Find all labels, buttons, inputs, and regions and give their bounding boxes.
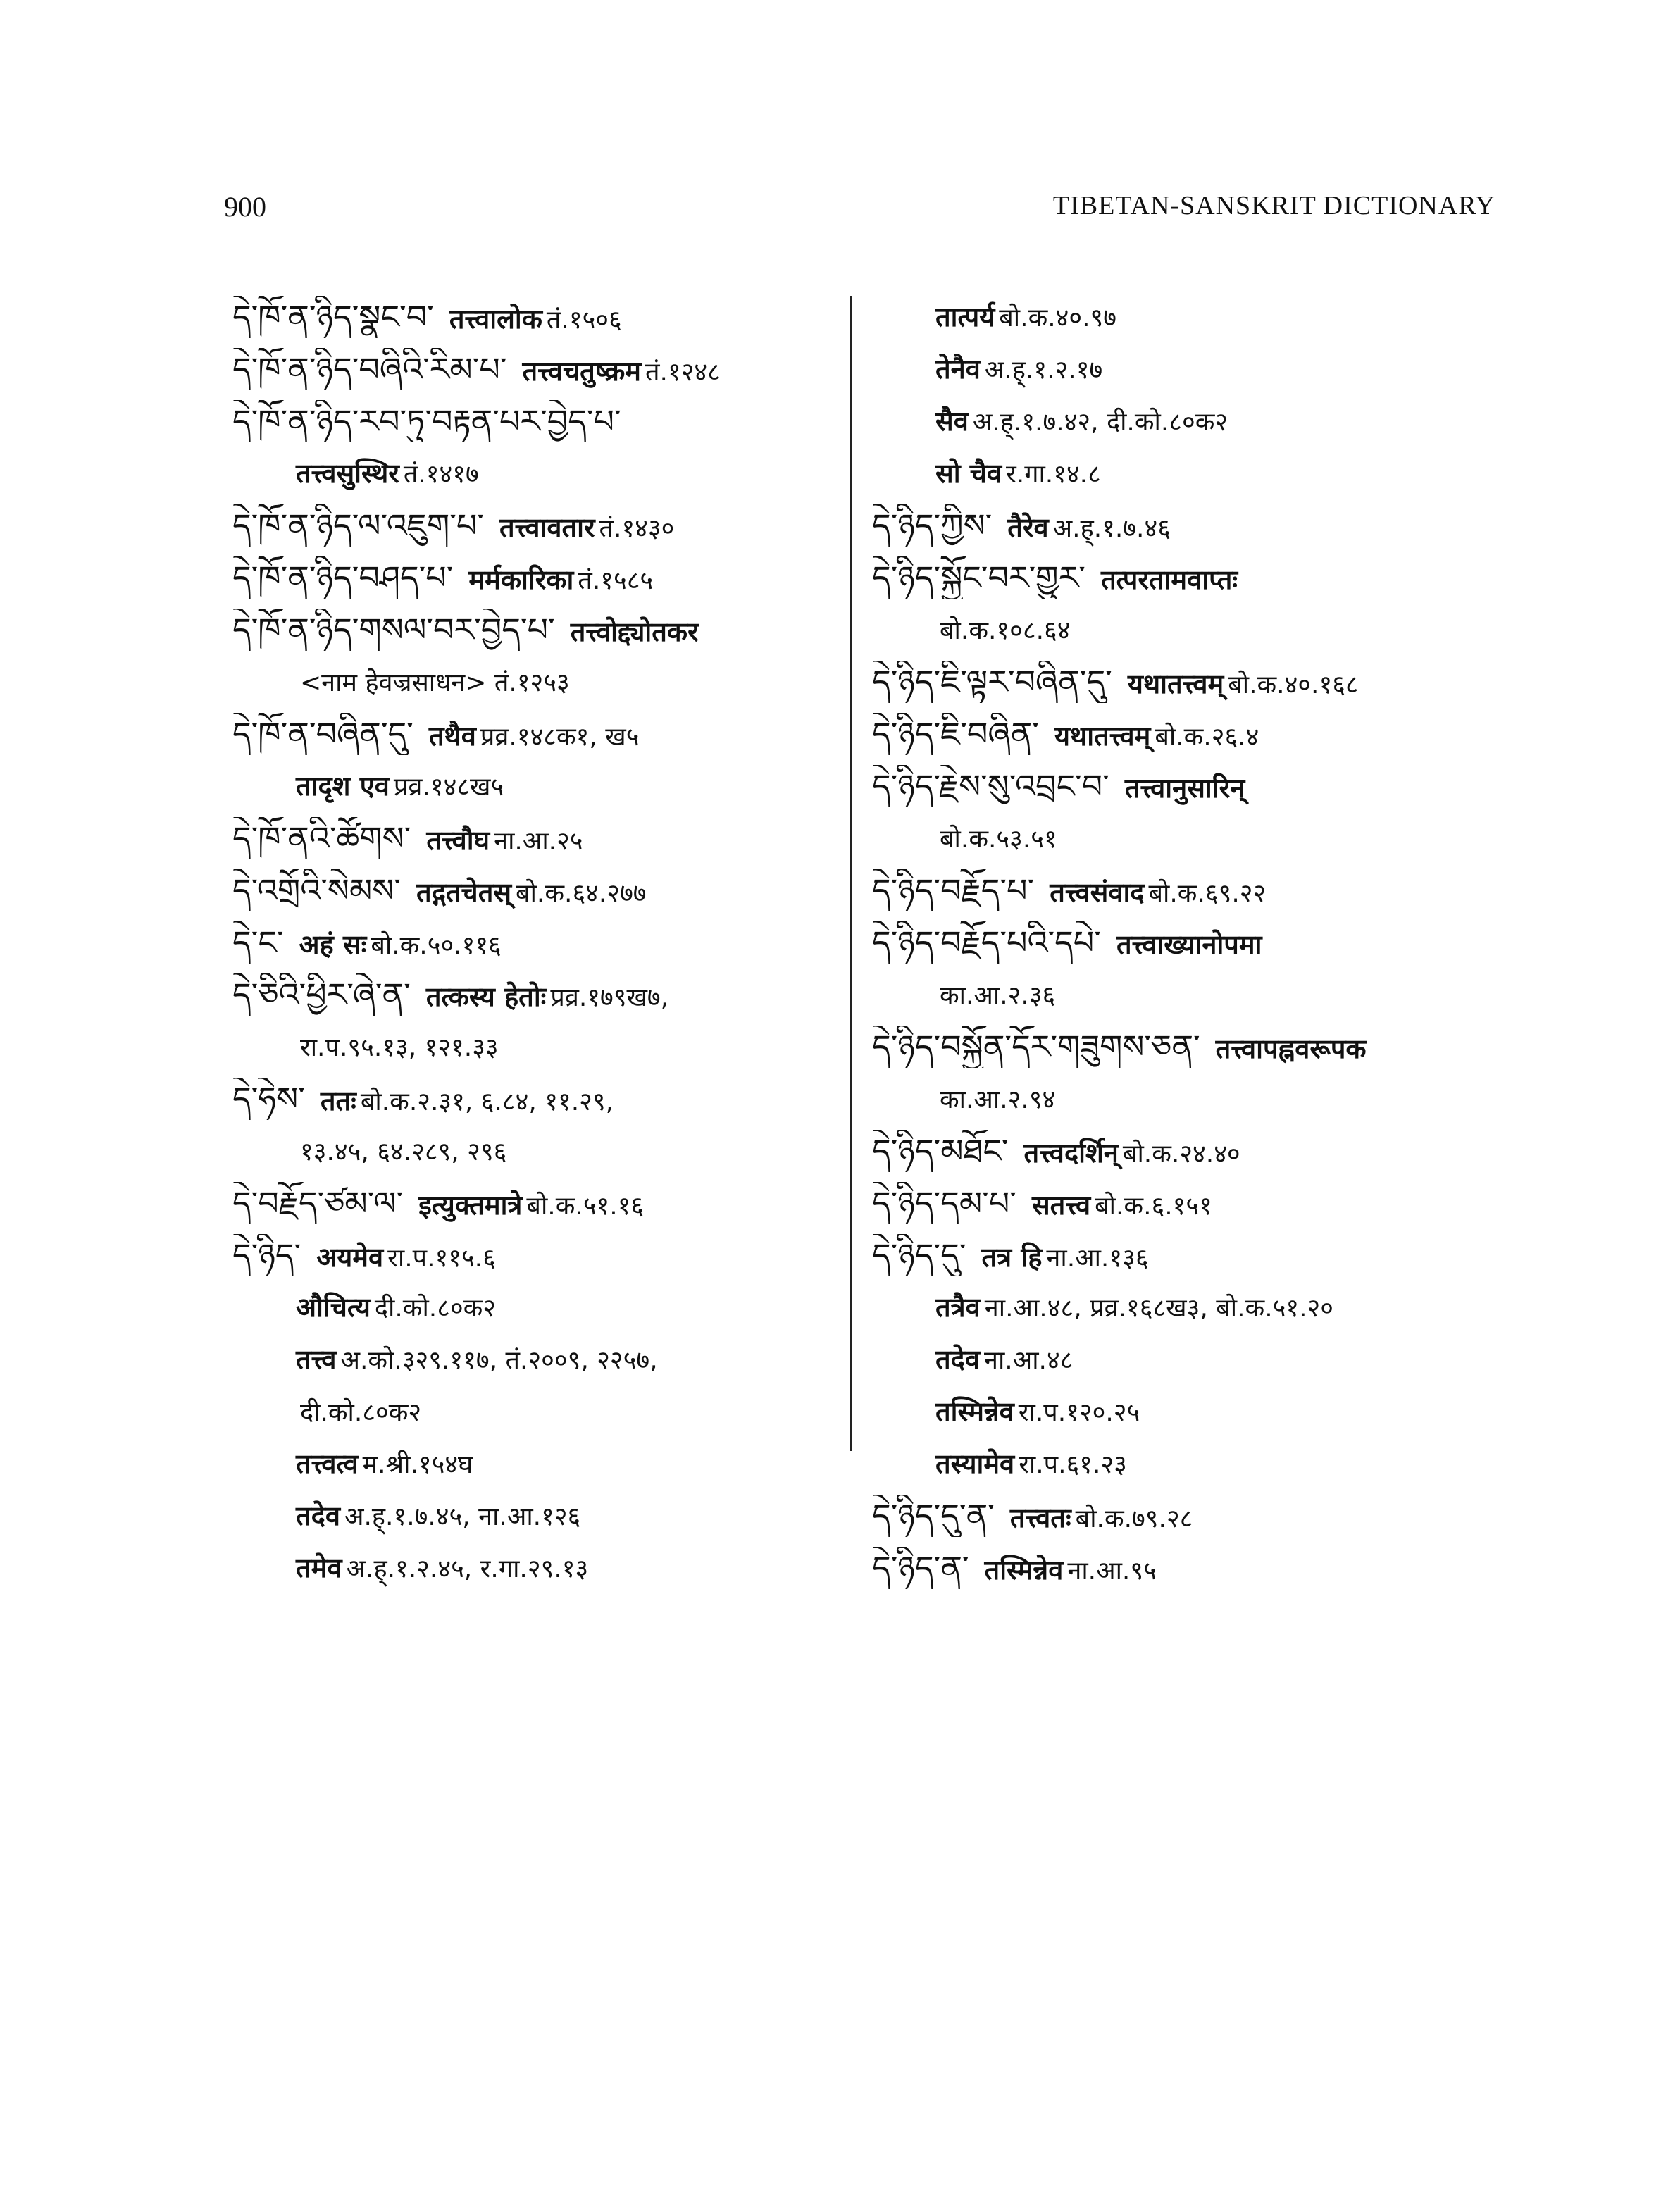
dictionary-entry	[232, 1078, 852, 1120]
dictionary-entry	[872, 1182, 1506, 1224]
dictionary-entry	[872, 1338, 1506, 1381]
dictionary-entry	[232, 609, 852, 651]
source-reference: बो.क.६४.२७७	[516, 879, 647, 908]
sanskrit-equivalent: यथातत्त्वम्	[1127, 668, 1224, 699]
source-reference: दी.को.८०क२	[300, 1398, 422, 1427]
tibetan-headword: དེ་ཅིའི་ཕྱིར་ཞེ་ན་	[232, 976, 411, 1014]
source-reference: तं.१२४८	[645, 358, 721, 387]
sanskrit-equivalent: तत्र हि	[981, 1242, 1043, 1273]
source-reference: <नाम हेवज्रसाधन> तं.१२५३	[300, 668, 570, 697]
tibetan-headword: དེ་ཉིད་དུ་ན་	[872, 1497, 995, 1535]
source-reference: रा.प.११५.६	[387, 1244, 496, 1273]
dictionary-entry	[232, 1443, 852, 1485]
tibetan-headword: དེ་འགྲོའི་སེམས་	[232, 871, 401, 909]
tibetan-headword: དེ་ཉིད་ཇི་བཞིན་	[872, 715, 1039, 753]
tibetan-headword: དེ་ཁོ་ན་ཉིད་གསལ་བར་བྱེད་པ་	[232, 611, 555, 649]
source-reference: बो.क.४०.१६८	[1228, 671, 1359, 699]
sanskrit-equivalent: सैव	[935, 406, 969, 437]
sanskrit-equivalent: तद्गतचेतस्	[416, 877, 512, 908]
dictionary-entry	[872, 400, 1506, 442]
dictionary-entry	[232, 452, 852, 494]
right-column	[872, 296, 1506, 1599]
sanskrit-equivalent: तदेव	[296, 1500, 340, 1531]
dictionary-entry	[872, 1286, 1506, 1328]
source-reference: प्रव्र.१४८क१, ख५	[480, 723, 640, 752]
sanskrit-equivalent: तथैव	[428, 721, 476, 752]
dictionary-entry	[232, 1286, 852, 1328]
dictionary-entry	[232, 1130, 852, 1172]
source-reference: बो.क.५१.१६	[526, 1192, 645, 1221]
tibetan-headword: དེ་ཁོ་ན་ཉིད་རབ་ཏུ་བརྟན་པར་བྱེད་པ་	[232, 402, 621, 440]
dictionary-entry	[872, 1026, 1506, 1068]
source-reference: बो.क.६.१५१	[1095, 1192, 1212, 1221]
sanskrit-equivalent: यथातत्त्वम्	[1054, 721, 1151, 752]
dictionary-entry	[232, 765, 852, 807]
source-reference: का.आ.२.३६	[940, 981, 1056, 1010]
tibetan-headword: དེ་ཉིད་རྗེས་སུ་འབྲང་བ་	[872, 767, 1109, 805]
source-reference: ना.आ.४८, प्रव्र.१६८ख३, बो.क.५१.२०	[984, 1294, 1333, 1323]
dictionary-entry	[232, 1547, 852, 1589]
sanskrit-equivalent: तत्त्वोद्द्योतकर	[570, 616, 699, 647]
source-reference: बो.क.५०.११६	[371, 931, 502, 960]
page-header	[0, 190, 1680, 232]
sanskrit-equivalent: तत्त्वसंवाद	[1050, 877, 1145, 908]
sanskrit-equivalent: तत्त्वचतुष्क्रम	[522, 356, 642, 387]
dictionary-entry	[232, 504, 852, 547]
tibetan-headword: དེ་ཧེས་	[232, 1080, 305, 1118]
source-reference: बो.क.५३.५१	[940, 825, 1057, 854]
source-reference: बो.क.४०.९७	[999, 304, 1116, 332]
tibetan-headword: དེ་ཉིད་མཐོང་	[872, 1132, 1009, 1170]
source-reference: बो.क.७९.२८	[1075, 1505, 1193, 1533]
dictionary-entry	[872, 661, 1506, 703]
dictionary-entry	[232, 921, 852, 964]
sanskrit-equivalent: तादृश एव	[296, 771, 390, 802]
source-reference: तं.१५८५	[578, 566, 654, 595]
source-reference: बो.क.२४.४०	[1122, 1140, 1240, 1169]
source-reference: तं.१४३०	[599, 514, 675, 543]
sanskrit-equivalent: तैरेव	[1007, 512, 1049, 543]
sanskrit-equivalent: तत्त्वानुसारिन्	[1124, 773, 1245, 804]
tibetan-headword: དེ་ཉིད་སྐྱོང་བར་གྱུར་	[872, 559, 1085, 597]
sanskrit-equivalent: अहं सः	[299, 929, 367, 960]
dictionary-entry	[872, 504, 1506, 547]
tibetan-headword: དེ་ཉིད་བསྐྱོན་དོར་གཟུགས་ཅན་	[872, 1028, 1200, 1066]
dictionary-entry	[232, 817, 852, 859]
source-reference: रा.प.१२०.२५	[1018, 1398, 1140, 1427]
sanskrit-equivalent: तत्त्वदर्शिन्	[1023, 1138, 1119, 1169]
dictionary-entry	[872, 921, 1506, 964]
page-number: 900	[224, 191, 266, 223]
dictionary-entry	[232, 661, 852, 703]
dictionary-entry	[872, 973, 1506, 1016]
dictionary-entry	[872, 1234, 1506, 1276]
tibetan-headword: དེ་ཁོ་ན་བཞིན་དུ་	[232, 715, 413, 753]
sanskrit-equivalent: अयमेव	[316, 1242, 384, 1273]
source-reference: ना.आ.२५	[494, 827, 583, 856]
sanskrit-equivalent: तत्परतामवाप्तः	[1100, 564, 1238, 595]
source-reference: दी.को.८०क२	[374, 1294, 497, 1323]
dictionary-entry	[872, 1130, 1506, 1172]
tibetan-headword: དེ་ང་	[232, 923, 284, 961]
source-reference: ना.आ.४८	[983, 1346, 1074, 1375]
tibetan-headword: དེ་ཁོ་ན་ཉིད་སྣང་བ་	[232, 298, 434, 336]
left-column	[232, 296, 852, 1599]
sanskrit-equivalent: तत्त्वसुस्थिर	[296, 458, 399, 489]
sanskrit-equivalent: तस्मिन्नेव	[984, 1555, 1064, 1586]
dictionary-entry	[872, 713, 1506, 755]
tibetan-headword: དེ་ཉིད་ཇི་ལྟར་བཞིན་དུ་	[872, 663, 1112, 701]
tibetan-headword: དེ་ཁོ་ན་ཉིད་ལ་འཇུག་པ་	[232, 506, 485, 544]
dictionary-entry	[872, 348, 1506, 390]
source-reference: बो.क.२.३१, ६.८४, ११.२९,	[360, 1088, 614, 1116]
source-reference: रा.प.९५.१३, १२१.३३	[300, 1033, 499, 1062]
dictionary-entry	[232, 973, 852, 1016]
dictionary-entry	[232, 1495, 852, 1537]
dictionary-entry	[232, 1390, 852, 1433]
source-reference: रा.प.६१.२३	[1019, 1450, 1127, 1479]
tibetan-headword: དེ་ཉིད་ཀྱིས་	[872, 506, 993, 544]
sanskrit-equivalent: तत्त्वाख्यानोपमा	[1116, 929, 1262, 960]
sanskrit-equivalent: तमेव	[296, 1552, 342, 1583]
dictionary-entry	[872, 609, 1506, 651]
dictionary-entry	[872, 556, 1506, 599]
dictionary-entry	[232, 1234, 852, 1276]
dictionary-entry	[872, 817, 1506, 859]
sanskrit-equivalent: तत्त्वापह्नवरूपक	[1215, 1033, 1367, 1064]
dictionary-entry	[872, 1443, 1506, 1485]
dictionary-entry	[232, 1026, 852, 1068]
source-reference: ना.आ.९५	[1067, 1557, 1157, 1586]
dictionary-entry	[872, 1390, 1506, 1433]
sanskrit-equivalent: औचित्य	[296, 1292, 371, 1323]
source-reference: म.श्री.१५४घ	[362, 1450, 473, 1479]
dictionary-entry	[232, 1182, 852, 1224]
tibetan-headword: དེ་ཉིད་བརྗོད་པའི་དཔེ་	[872, 923, 1101, 961]
dictionary-entry	[232, 296, 852, 338]
dictionary-entry	[872, 1547, 1506, 1589]
tibetan-headword: དེ་ཉིད་བརྗོད་པ་	[872, 871, 1035, 909]
sanskrit-equivalent: तत्त्व	[296, 1344, 337, 1375]
tibetan-headword: དེ་ཉིད་དམ་པ་	[872, 1184, 1016, 1222]
dictionary-entry	[232, 1338, 852, 1381]
dictionary-entry	[232, 348, 852, 390]
tibetan-headword: དེ་ཉིད་ན་	[872, 1549, 969, 1587]
dictionary-entry	[872, 1078, 1506, 1120]
sanskrit-equivalent: सतत्त्व	[1031, 1190, 1091, 1221]
sanskrit-equivalent: तत्त्वावतार	[499, 512, 595, 543]
tibetan-headword: དེ་ཁོ་ནའི་ཚོགས་	[232, 819, 411, 857]
dictionary-entry	[232, 869, 852, 911]
tibetan-headword: དེ་ཁོ་ན་ཉིད་བཞིའི་རིམ་པ་	[232, 350, 507, 388]
dictionary-entry	[872, 1495, 1506, 1537]
source-reference: अ.ह्.१.२.४५, र.गा.२९.१३	[346, 1555, 589, 1583]
sanskrit-equivalent: तत्त्वालोक	[449, 304, 542, 335]
running-title: TIBETAN-SANSKRIT DICTIONARY	[1052, 191, 1495, 220]
dictionary-entry	[872, 296, 1506, 338]
source-reference: ना.आ.१३६	[1046, 1244, 1149, 1273]
source-reference: बो.क.२६.४	[1155, 723, 1259, 752]
dictionary-entry	[232, 556, 852, 599]
sanskrit-equivalent: सो चैव	[935, 458, 1002, 489]
source-reference: अ.ह्.१.७.४६	[1052, 514, 1171, 543]
source-reference: प्रव्र.१४८ख५	[393, 773, 504, 802]
sanskrit-equivalent: तात्पर्य	[935, 301, 995, 332]
sanskrit-equivalent: तत्त्वौघ	[426, 825, 490, 856]
sanskrit-equivalent: तस्यामेव	[935, 1448, 1015, 1479]
dictionary-entry	[872, 765, 1506, 807]
source-reference: अ.ह्.१.७.४२, दी.को.८०क२	[972, 408, 1228, 437]
sanskrit-equivalent: मर्मकारिका	[468, 564, 574, 595]
source-reference: १३.४५, ६४.२८९, २९६	[300, 1138, 507, 1166]
column-divider	[850, 296, 852, 1451]
tibetan-headword: དེ་ཉིད་	[232, 1236, 301, 1274]
dictionary-entry	[872, 452, 1506, 494]
dictionary-entry	[232, 713, 852, 755]
tibetan-headword: དེ་ཉིད་དུ་	[872, 1236, 966, 1274]
sanskrit-equivalent: ततः	[320, 1085, 356, 1116]
source-reference: तं.१५०६	[546, 306, 622, 335]
source-reference: अ.ह्.१.२.१७	[984, 356, 1103, 385]
sanskrit-equivalent: तत्कस्य हेतोः	[425, 981, 547, 1012]
sanskrit-equivalent: इत्युक्तमात्रे	[418, 1190, 523, 1221]
sanskrit-equivalent: तत्त्वत्व	[296, 1448, 359, 1479]
tibetan-headword: དེ་ཁོ་ན་ཉིད་བཤད་པ་	[232, 559, 454, 597]
source-reference: प्रव्र.१७९ख७,	[550, 983, 669, 1012]
source-reference: अ.ह्.१.७.४५, ना.आ.१२६	[344, 1502, 581, 1531]
dictionary-entry	[872, 869, 1506, 911]
source-reference: र.गा.१४.८	[1006, 460, 1101, 489]
sanskrit-equivalent: तदेव	[935, 1344, 980, 1375]
source-reference: अ.को.३२९.११७, तं.२००९, २२५७,	[340, 1346, 658, 1375]
tibetan-headword: དེ་བརྗོད་ཙམ་ལ་	[232, 1184, 404, 1222]
source-reference: बो.क.१०८.६४	[940, 616, 1071, 645]
sanskrit-equivalent: तत्त्वतः	[1009, 1502, 1071, 1533]
sanskrit-equivalent: तस्मिन्नेव	[935, 1396, 1014, 1427]
source-reference: बो.क.६९.२२	[1148, 879, 1267, 908]
sanskrit-equivalent: तेनैव	[935, 354, 981, 385]
sanskrit-equivalent: तत्रैव	[935, 1292, 981, 1323]
source-reference: तं.१४१७	[403, 460, 479, 489]
dictionary-entry	[232, 400, 852, 442]
source-reference: का.आ.२.९४	[940, 1085, 1056, 1114]
